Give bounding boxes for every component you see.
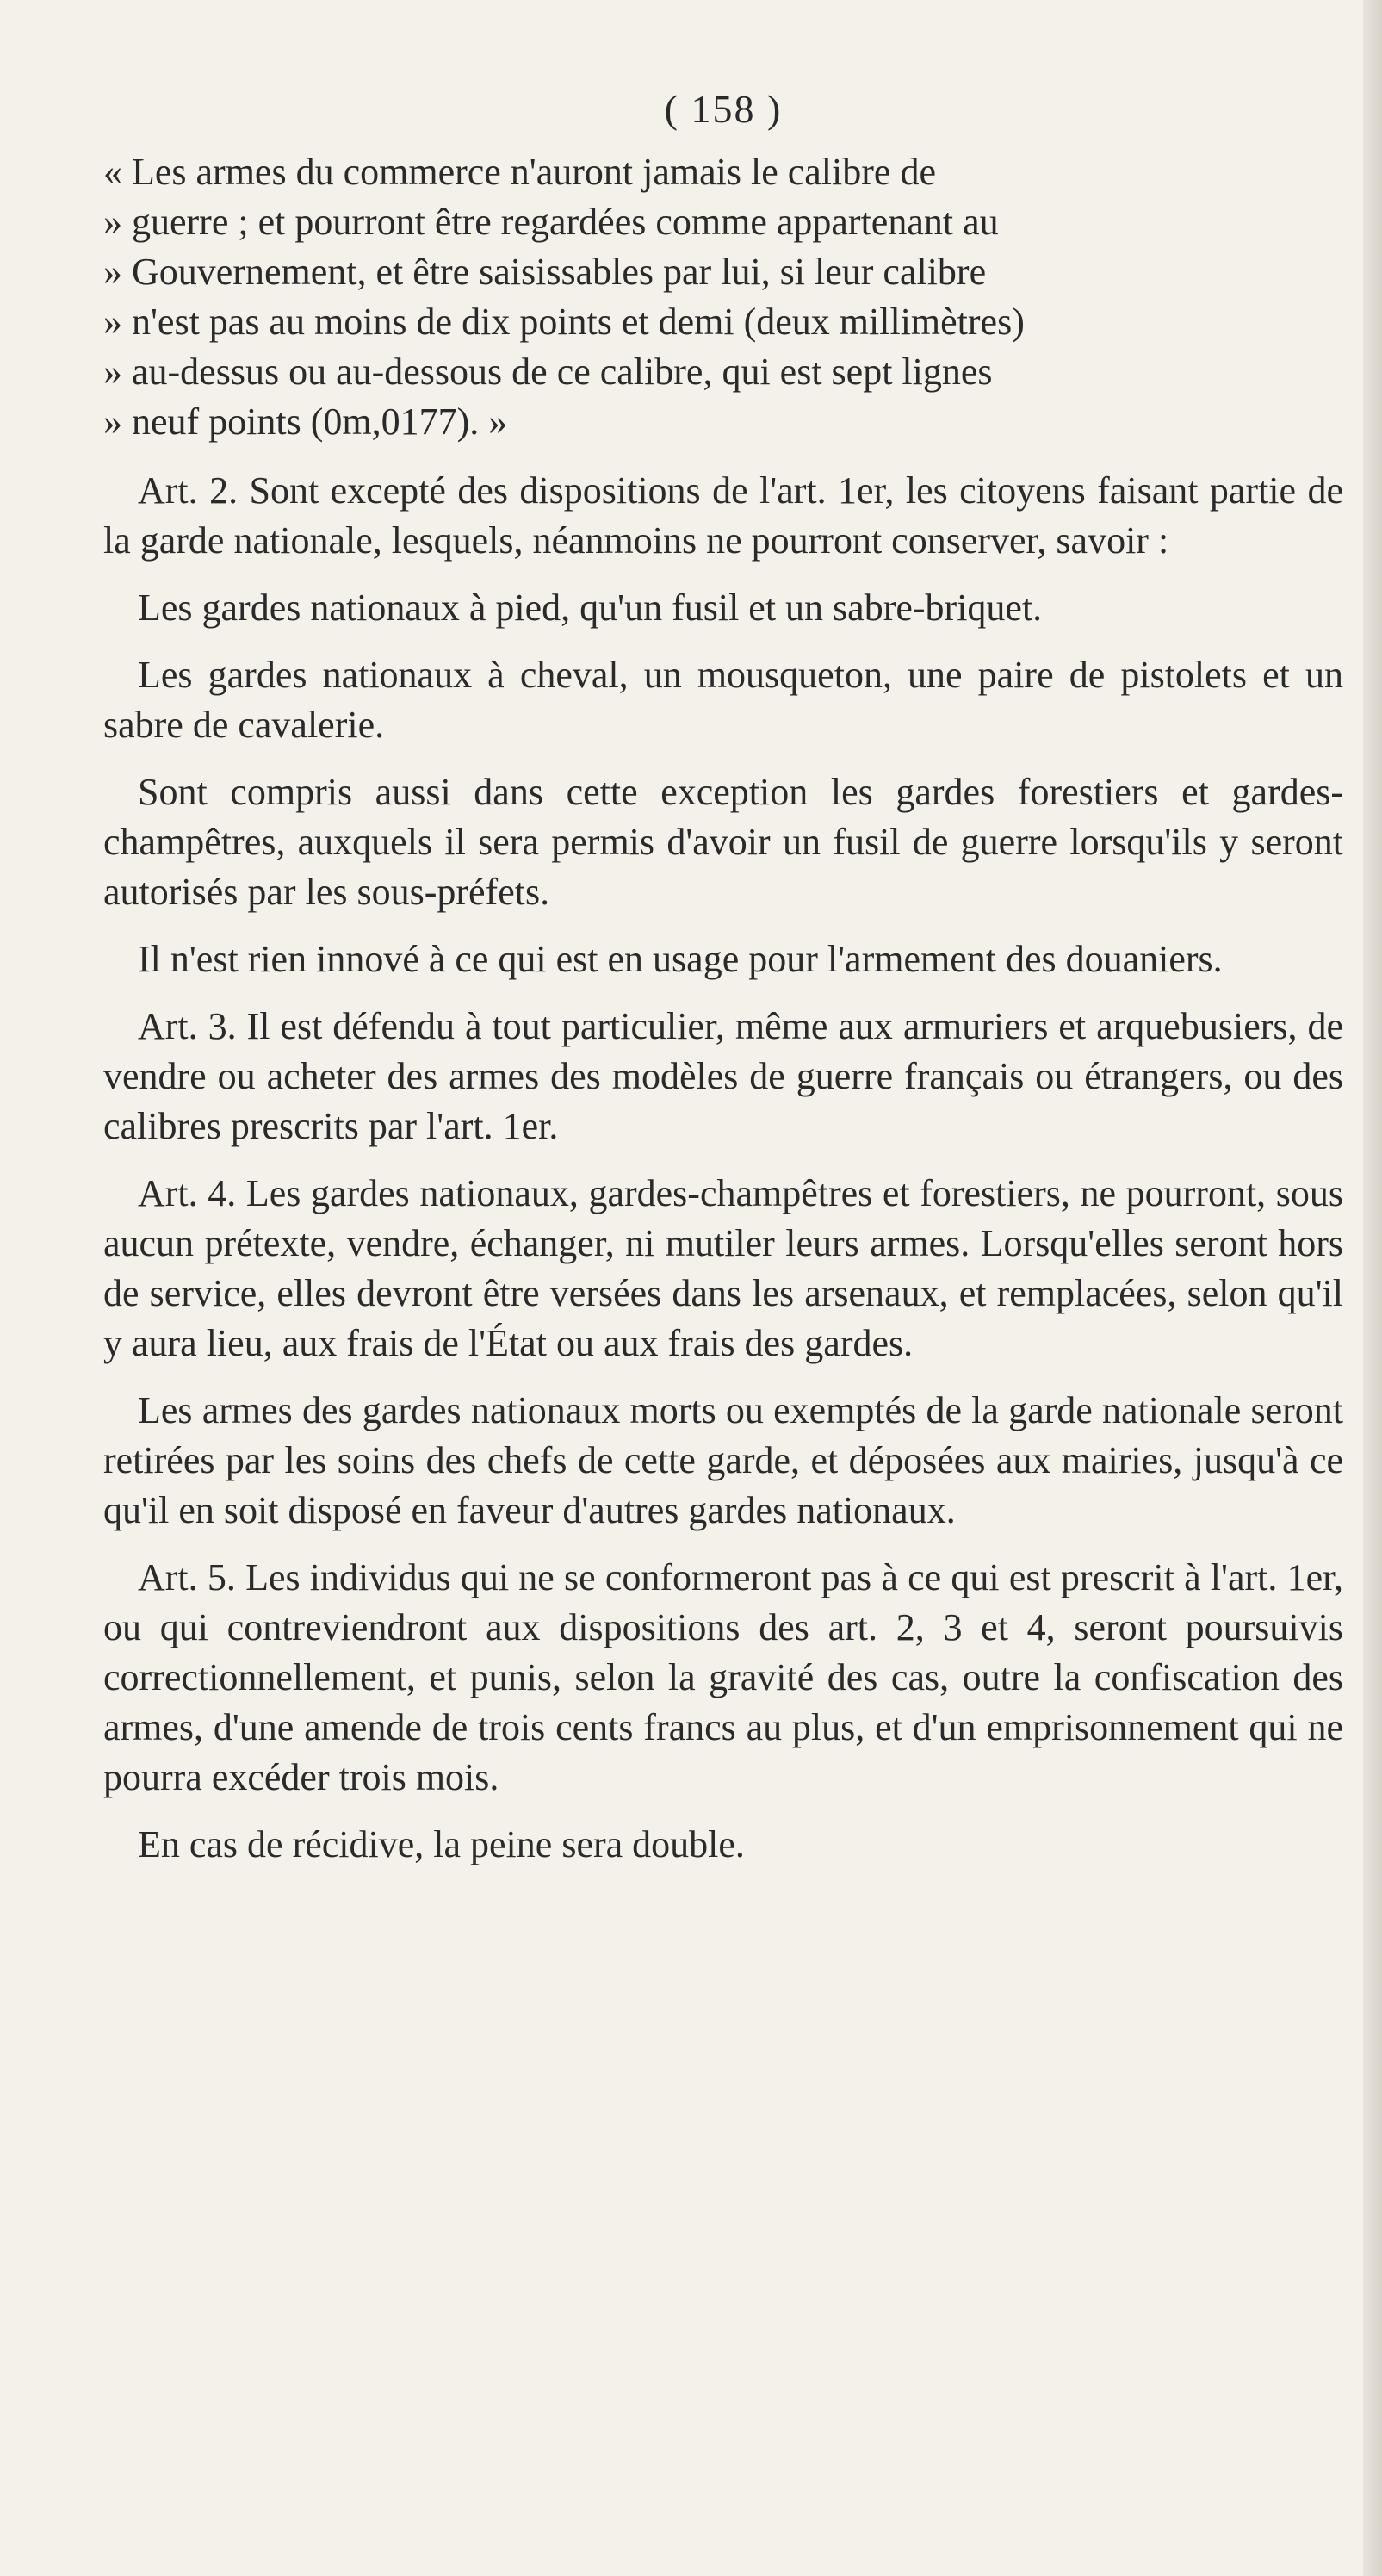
page-number: ( 158 ) — [664, 87, 783, 131]
paragraph-recidivism: En cas de récidive, la peine sera double. — [138, 1823, 745, 1865]
paragraph-foot-guards: Les gardes nationaux à pied, qu'un fusil et un sabre-briquet. — [138, 587, 1043, 629]
article-4: Art. 4. Les gardes nationaux, gardes-champêtres et forestiers, ne pourront, sous aucun prétexte, vendre, échanger, ni mutiler leurs armes. Lorsqu'elles seront hors de service, elles devront être versées dans les arsenaux, et remplacées, selon qu'il y aura lieu, aux frais de l'État ou aux frais des gardes. — [103, 1172, 1343, 1364]
article-5: Art. 5. Les individus qui ne se conformeront pas à ce qui est prescrit à l'art. 1er, ou qui contreviendront aux dispositions des art. 2, 3 et 4, seront poursuivis correctionnellement, et punis, selon la gravité des cas, outre la confiscation des armes, d'une amende de trois cents francs au plus, et d'un emprisonnement qui ne pourra excéder trois mois. — [103, 1556, 1343, 1798]
quote-line: » Gouvernement, et être saisissables par lui, si leur calibre — [103, 251, 987, 293]
quote-line: » guerre ; et pourront être regardées comme appartenant au — [103, 201, 999, 243]
paragraph-customs: Il n'est rien innové à ce qui est en usage pour l'armement des douaniers. — [138, 938, 1223, 980]
quote-line: « Les armes du commerce n'auront jamais le calibre de — [103, 151, 936, 193]
article-2: Art. 2. Sont excepté des dispositions de l'art. 1er, les citoyens faisant partie de la garde nationale, lesquels, néanmoins ne pourront conserver, savoir : — [103, 469, 1343, 562]
quote-line: » neuf points (0m,0177). » — [103, 400, 508, 443]
quote-line: » au-dessus ou au-dessous de ce calibre, qui est sept lignes — [103, 351, 993, 393]
article-3: Art. 3. Il est défendu à tout particulier, même aux armuriers et arquebusiers, de vendre ou acheter des armes des modèles de guerre français ou étrangers, ou des calibres prescrits par l'art. 1er. — [103, 1005, 1343, 1147]
paragraph-mounted-guards: Les gardes nationaux à cheval, un mousqueton, une paire de pistolets et un sabre de cavalerie. — [103, 654, 1343, 746]
quoted-article — [103, 147, 1343, 447]
quote-line: » n'est pas au moins de dix points et demi (deux millimètres) — [103, 301, 1025, 343]
paragraph-forest-guards: Sont compris aussi dans cette exception les gardes forestiers et gardes-champêtres, auxquels il sera permis d'avoir un fusil de guerre lorsqu'ils y seront autorisés par les sous-préfets. — [103, 771, 1343, 913]
paragraph-deceased-guards: Les armes des gardes nationaux morts ou exemptés de la garde nationale seront retirées par les soins des chefs de cette garde, et déposées aux mairies, jusqu'à ce qu'il en soit disposé en faveur d'autres gardes nationaux. — [103, 1389, 1343, 1531]
page-body — [103, 86, 1343, 1887]
page-edge — [1363, 0, 1382, 2576]
